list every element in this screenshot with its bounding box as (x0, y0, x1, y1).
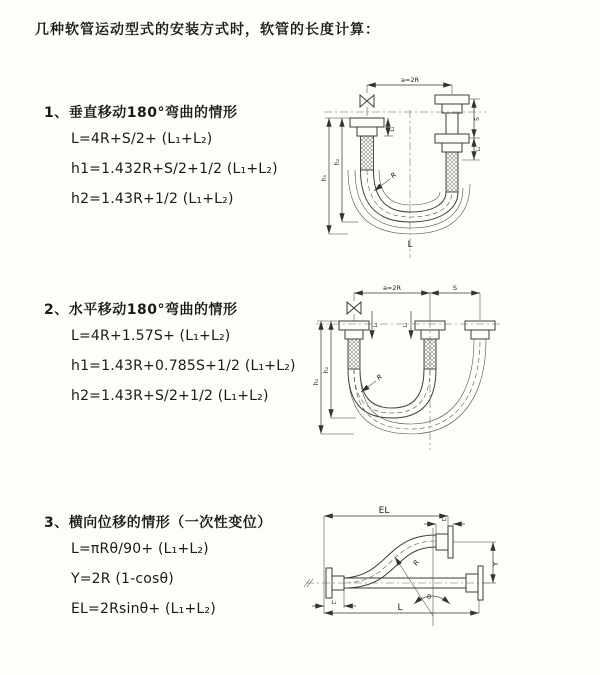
dim-s (469, 99, 481, 138)
dim-label-h1: h₁ (321, 174, 328, 182)
section2-formulas (71, 321, 296, 411)
dim-label-s: S (474, 117, 481, 121)
dim-l (324, 600, 479, 613)
dim-a2r (354, 284, 480, 320)
formula-h1: h1=1.43R+0.785S+1/2 (L₁+L₂) (71, 358, 296, 374)
dim-label-l1: L₁ (373, 322, 379, 328)
formula-l: L=4R+S/2+ (L₁+L₂) (71, 131, 213, 147)
section1-formulas (71, 124, 278, 214)
valve-icon (360, 95, 374, 116)
radius-leader (361, 373, 384, 392)
formula-y: Y=2R (1-cosθ) (71, 571, 174, 587)
dim-label-l2: L₂ (403, 322, 409, 328)
dim-h1 (313, 321, 354, 434)
dim-l1 (372, 311, 379, 339)
left-fitting (339, 321, 369, 369)
left-fitting (350, 118, 384, 170)
valve-icon (347, 302, 361, 321)
section3-formulas (71, 534, 216, 624)
formula-h2: h2=1.43R+1/2 (L₁+L₂) (71, 191, 234, 207)
dim-label-l: L (407, 240, 413, 250)
dim-label-l: L (397, 603, 403, 613)
section1-heading: 1、垂直移动180°弯曲的情形 (44, 105, 238, 121)
dim-h1 (321, 118, 350, 234)
page-title: 几种软管运动型式的安装方式时，软管的长度计算： (35, 22, 380, 38)
section2-heading: 2、水平移动180°弯曲的情形 (44, 302, 238, 318)
dim-s (430, 284, 480, 293)
dim-label-r: R (375, 372, 385, 383)
formula-l: L=4R+1.57S+ (L₁+L₂) (71, 328, 231, 344)
dim-label-h2: h₂ (323, 366, 330, 374)
dim-l2 (403, 311, 411, 339)
dim-l1 (384, 118, 396, 136)
dim-l1 (312, 590, 356, 608)
dim-h2 (323, 321, 356, 418)
dim-label-l2: L₂ (441, 517, 447, 523)
dim-label-el: EL (378, 506, 390, 516)
diagram-vertical-180-bend (300, 70, 585, 265)
right-fitting (435, 95, 469, 192)
s-curve-hose (344, 535, 436, 588)
moved-fitting (465, 321, 495, 339)
dim-label-a2r: a=2R (400, 76, 420, 84)
formula-el: EL=2Rsinθ+ (L₁+L₂) (71, 601, 216, 617)
section3-heading: 3、横向位移的情形（一次性变位） (44, 515, 272, 531)
dim-y (453, 542, 500, 583)
dim-a2r (367, 76, 452, 94)
diagram-horizontal-180-bend (298, 278, 593, 473)
dim-h2 (334, 118, 358, 222)
dim-label-l1: L₁ (390, 126, 396, 132)
formula-l: L=πRθ/90+ (L₁+L₂) (71, 541, 209, 557)
dim-label-s: S (452, 284, 458, 292)
dim-label-l2: L₂ (476, 146, 482, 152)
diagram-lateral-displacement (296, 498, 593, 660)
dim-label-a2r: a=2R (382, 284, 402, 292)
dim-label-h1: h₁ (313, 378, 320, 386)
dim-label-l1: L₁ (331, 600, 337, 606)
dim-label-y: Y (492, 561, 500, 567)
dim-label-r: R (389, 170, 399, 181)
formula-h2: h2=1.43R+S/2+1/2 (L₁+L₂) (71, 388, 269, 404)
dim-label-theta: θ (427, 593, 431, 601)
radius-leader (374, 171, 398, 191)
dim-label-h2: h₂ (334, 158, 341, 166)
middle-fitting (415, 321, 445, 369)
upper-flange (436, 526, 453, 558)
dim-label-r: R (411, 558, 422, 568)
dim-l2 (424, 517, 465, 534)
formula-h1: h1=1.432R+S/2+1/2 (L₁+L₂) (71, 161, 278, 177)
dim-l2 (462, 138, 482, 160)
